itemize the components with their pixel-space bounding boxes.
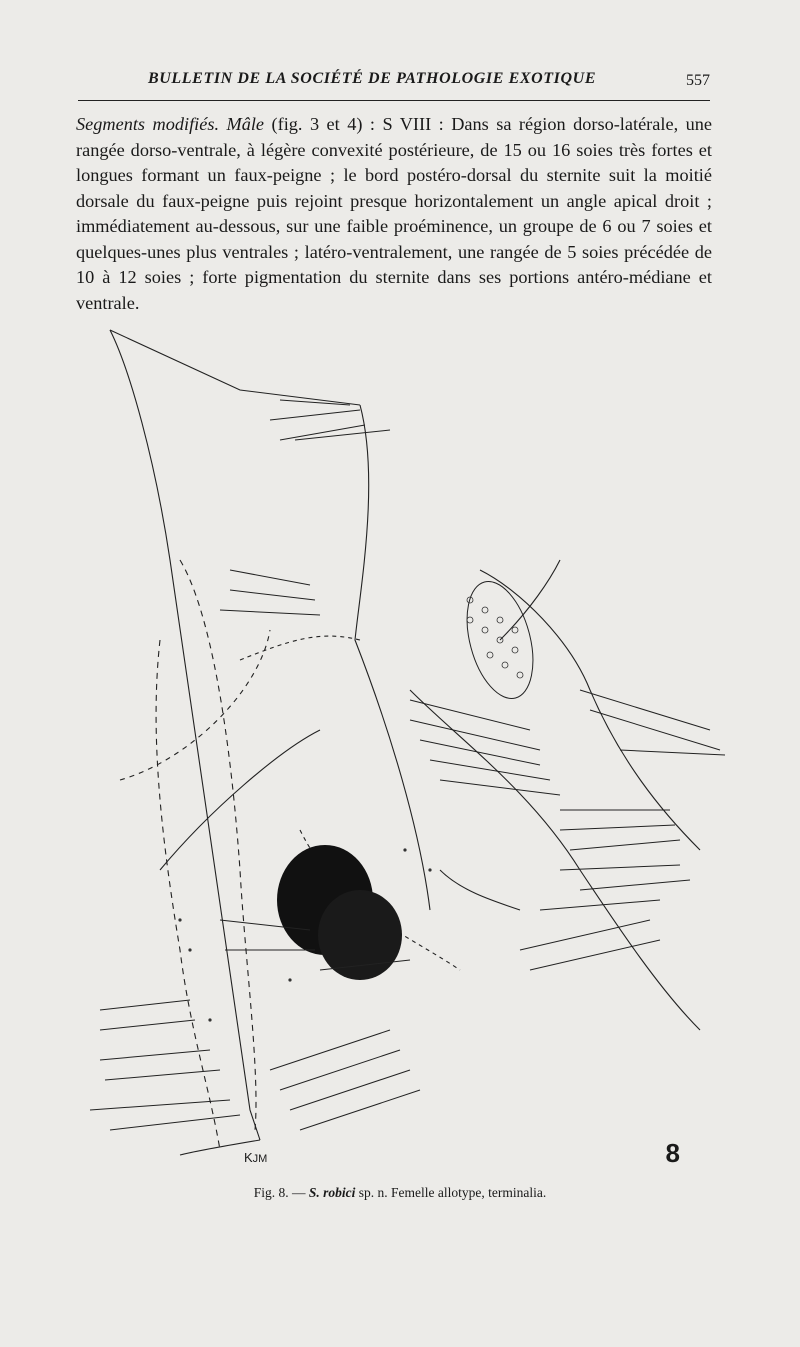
signature-jm: JM (252, 1153, 268, 1165)
header-rule (78, 100, 710, 101)
caption-rest: sp. n. Femelle allotype, terminalia. (358, 1185, 547, 1200)
signature-k: K (244, 1150, 253, 1165)
running-header (78, 62, 710, 96)
caption-species: S. robici (308, 1185, 356, 1200)
journal-title: BULLETIN DE LA SOCIÉTÉ DE PATHOLOGIE EXOTIQUE (148, 70, 597, 87)
page-number: 557 (686, 72, 710, 89)
artist-signature (244, 1150, 267, 1165)
paragraph-text: (fig. 3 et 4) : S VIII : Dans sa région dorso-latérale, une rangée dorso-ventrale, à légère convexité postérieure, de 15 ou 16 soies très fortes et longues formant un faux-peigne ; le bord postéro-dorsal du sternite suit la moitié dorsale du faux-peigne puis rejoint presque horizontalement un angle apical droit ; immédiatement au-dessous, sur une faible proéminence, un groupe de 6 ou 7 soies et quelques-unes plus ventrales ; latéro-ventralement, une rangée de 5 soies précédée de 10 à 12 soies ; forte pigmentation du sternite dans ses portions antéro-médiane et ventrale. (76, 114, 712, 313)
section-heading: Segments modifiés. Mâle (76, 114, 265, 134)
body-paragraph (76, 112, 712, 316)
figure-caption (0, 1185, 800, 1201)
caption-prefix: Fig. 8. — (253, 1185, 306, 1200)
figure-illustration (60, 310, 760, 1180)
terminalia-drawing (60, 310, 760, 1180)
figure-number: 8 (665, 1138, 680, 1168)
